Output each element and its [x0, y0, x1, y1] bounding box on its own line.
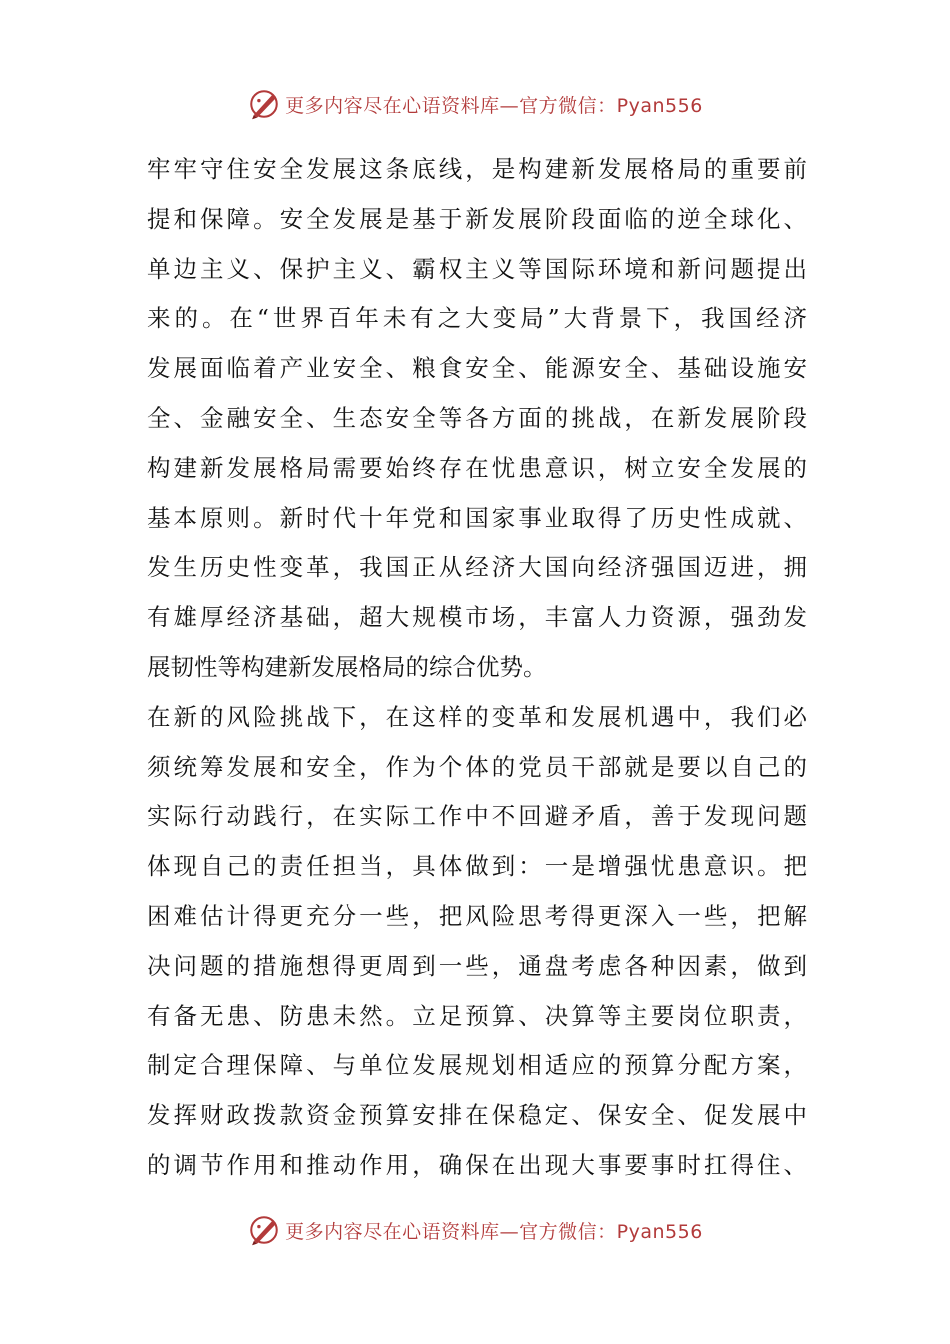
footer-banner-handle: Pyan556 — [616, 1220, 703, 1243]
text-line: 有备无患、防患未然。立足预算、决算等主要岗位职责， — [147, 1001, 807, 1030]
text-line: 全、金融安全、生态安全等各方面的挑战，在新发展阶段 — [147, 403, 807, 432]
text-line: 发挥财政拨款资金预算安排在保稳定、保安全、促发展中 — [147, 1101, 807, 1130]
text-line: 基本原则。新时代十年党和国家事业取得了历史性成就、 — [147, 503, 807, 532]
text-line: 体现自己的责任担当，具体做到：一是增强忧患意识。把 — [147, 852, 807, 881]
text-line: 单边主义、保护主义、霸权主义等国际环境和新问题提出 — [147, 254, 807, 283]
text-line: 有雄厚经济基础，超大规模市场，丰富人力资源，强劲发 — [147, 603, 807, 632]
document-body — [147, 145, 807, 1191]
header-banner — [0, 84, 950, 124]
text-line: 须统筹发展和安全，作为个体的党员干部就是要以自己的 — [147, 752, 807, 781]
text-line: 困难估计得更充分一些，把风险思考得更深入一些，把解 — [147, 901, 807, 930]
pen-logo-icon — [247, 87, 281, 121]
text-line: 来的。在“世界百年未有之大变局”大背景下，我国经济 — [147, 304, 807, 333]
text-line: 提和保障。安全发展是基于新发展阶段面临的逆全球化、 — [147, 204, 807, 233]
text-line: 实际行动践行，在实际工作中不回避矛盾，善于发现问题 — [147, 802, 807, 831]
text-line: 决问题的措施想得更周到一些，通盘考虑各种因素，做到 — [147, 951, 807, 980]
header-banner-label: 更多内容尽在心语资料库—官方微信： — [285, 94, 617, 117]
text-line: 制定合理保障、与单位发展规划相适应的预算分配方案， — [147, 1051, 807, 1080]
text-line: 的调节作用和推动作用，确保在出现大事要事时扛得住、 — [147, 1150, 807, 1179]
text-line: 在新的风险挑战下，在这样的变革和发展机遇中，我们必 — [147, 702, 807, 731]
text-line: 牢牢守住安全发展这条底线，是构建新发展格局的重要前 — [147, 155, 807, 183]
footer-banner-label: 更多内容尽在心语资料库—官方微信： — [285, 1220, 617, 1243]
header-banner-handle: Pyan556 — [616, 94, 703, 117]
text-line: 发生历史性变革，我国正从经济大国向经济强国迈进，拥 — [147, 553, 807, 582]
footer-banner — [0, 1210, 950, 1250]
text-line: 构建新发展格局需要始终存在忧患意识，树立安全发展的 — [147, 453, 807, 482]
text-line: 展韧性等构建新发展格局的综合优势。 — [147, 652, 547, 681]
pen-logo-icon — [247, 1213, 281, 1247]
header-banner-text — [285, 91, 703, 118]
footer-banner-text — [285, 1217, 703, 1244]
text-line: 发展面临着产业安全、粮食安全、能源安全、基础设施安 — [147, 354, 807, 383]
